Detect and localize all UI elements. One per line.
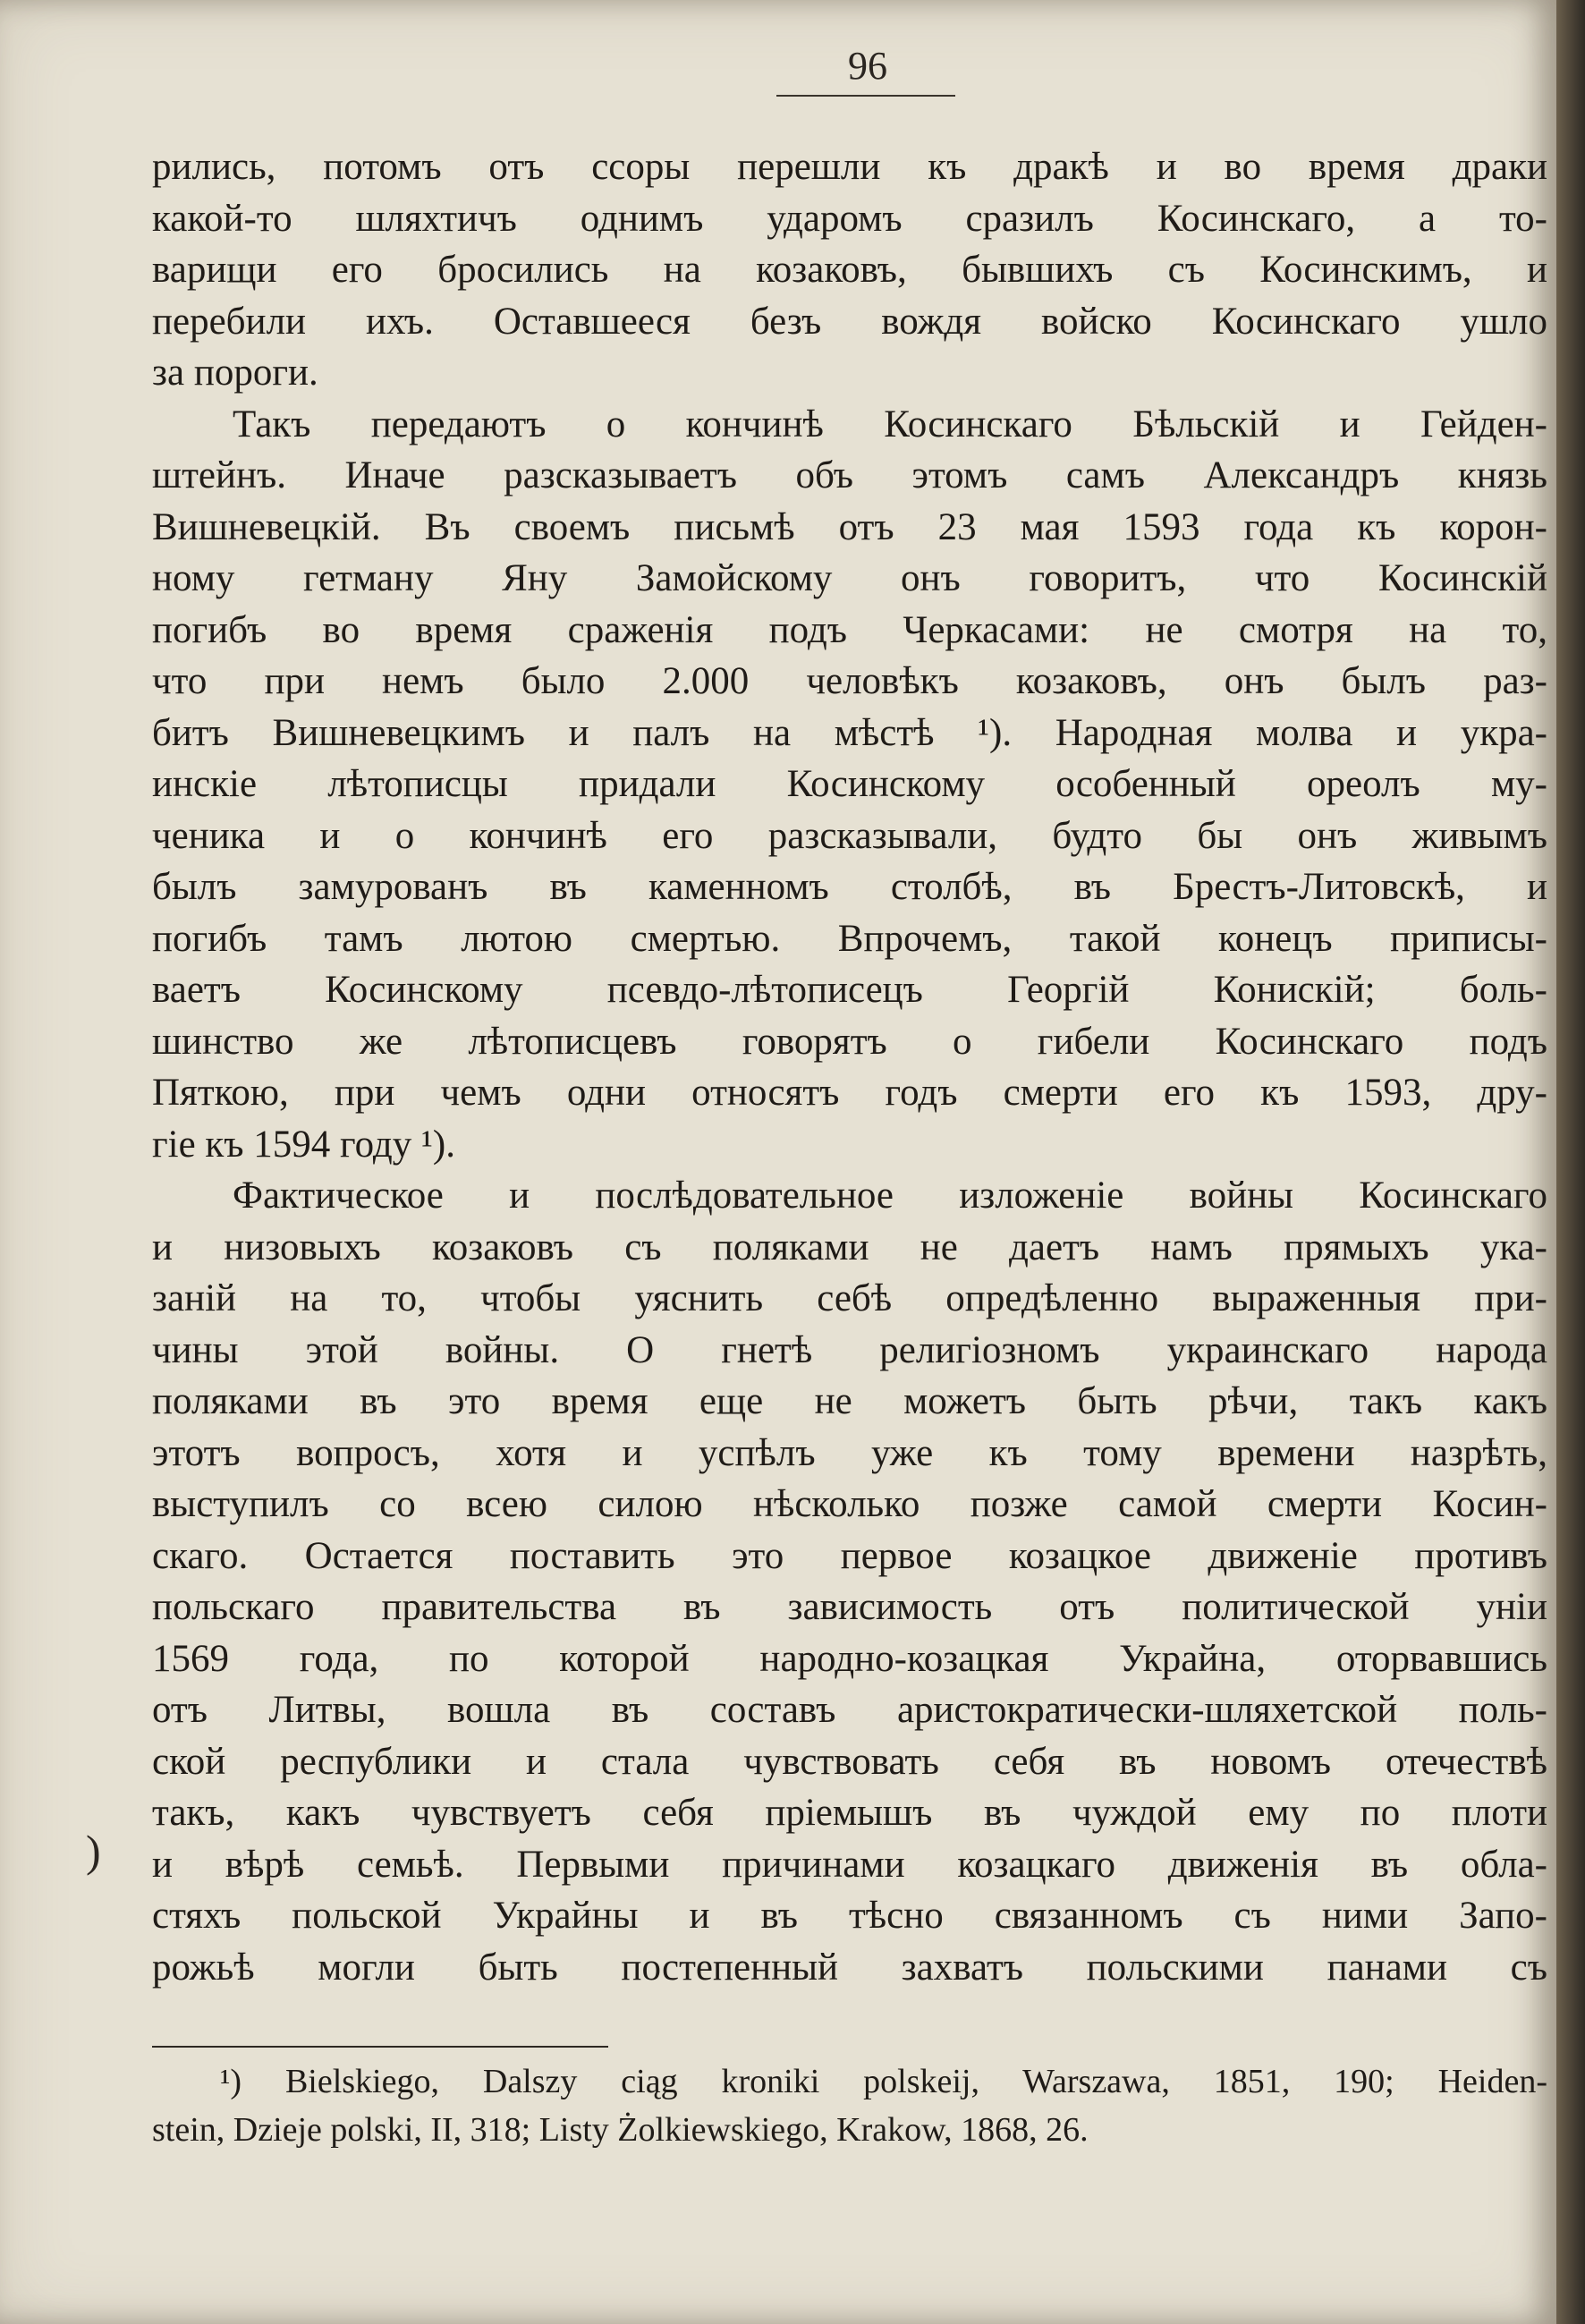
footnote — [152, 2057, 1547, 2154]
text-line: варищи его бросились на козаковъ, бывшихъ съ Косинскимъ, и — [152, 249, 1547, 291]
text-line: былъ замурованъ въ каменномъ столбѣ, въ Брестъ-Литовскѣ, и — [152, 866, 1547, 908]
text-line: чины этой войны. О гнетѣ религіозномъ украинскаго народа — [152, 1328, 1547, 1371]
text-line: и вѣрѣ семьѣ. Первыми причинами козацкаго движенія въ обла- — [152, 1843, 1547, 1886]
text-line: польскаго правительства въ зависимость отъ политической уніи — [152, 1586, 1547, 1628]
text-line: Вишневецкій. Въ своемъ письмѣ отъ 23 мая 1593 года къ корон- — [152, 505, 1547, 548]
text-line: выступилъ со всею силою нѣсколько позже самой смерти Косин- — [152, 1483, 1547, 1525]
text-line: заній на то, чтобы уяснить себѣ опредѣленно выраженныя при- — [152, 1277, 1547, 1319]
body-text — [152, 141, 1547, 1993]
text-line: перебили ихъ. Оставшееся безъ вождя войско Косинскаго ушло — [152, 300, 1547, 343]
text-line: Пяткою, при чемъ одни относятъ годъ смерти его къ 1593, дру- — [152, 1072, 1547, 1114]
text-line: ваетъ Косинскому псевдо-лѣтописецъ Георгій Конискій; боль- — [152, 969, 1547, 1011]
text-line: инскіе лѣтописцы придали Косинскому особенный ореолъ му- — [152, 763, 1547, 805]
text-line: ному гетману Яну Замойскому онъ говоритъ, что Косинскій — [152, 557, 1547, 599]
paragraph-start-line: Фактическое и послѣдовательное изложеніе войны Косинскаго — [233, 1175, 1547, 1217]
text-line: рились, потомъ отъ ссоры перешли къ дракѣ и во время драки — [152, 146, 1547, 188]
text-line: погибъ во время сраженія подъ Черкасами: не смотря на то, — [152, 608, 1547, 651]
text-line: рожьѣ могли быть постепенный захватъ польскими панами съ — [152, 1946, 1547, 1989]
text-line: ченика и о кончинѣ его разсказывали, будто бы онъ живымъ — [152, 814, 1547, 857]
margin-mark: ) — [86, 1826, 101, 1876]
text-line: поляками въ это время еще не можетъ быть рѣчи, такъ какъ — [152, 1380, 1547, 1422]
footnote-rule — [152, 2046, 608, 2048]
text-line: что при немъ было 2.000 человѣкъ козаковъ, онъ былъ раз- — [152, 660, 1547, 702]
text-line: погибъ тамъ лютою смертью. Впрочемъ, такой конецъ приписы- — [152, 917, 1547, 960]
text-line: и низовыхъ козаковъ съ поляками не даетъ намъ прямыхъ ука- — [152, 1226, 1547, 1268]
page-number-rule — [776, 95, 955, 97]
text-line: 1569 года, по которой народно-козацкая Украйна, оторвавшись — [152, 1637, 1547, 1680]
text-line: шинство же лѣтописцевъ говорятъ о гибели Косинскаго подъ — [152, 1020, 1547, 1063]
text-line: какой-то шляхтичъ однимъ ударомъ сразилъ Косинскаго, а то- — [152, 197, 1547, 240]
text-line: штейнъ. Иначе разсказываетъ объ этомъ самъ Александръ князь — [152, 454, 1547, 496]
text-line: отъ Литвы, вошла въ составъ аристократически-шляхетской поль- — [152, 1689, 1547, 1731]
text-line: этотъ вопросъ, хотя и успѣлъ уже къ тому времени назрѣть, — [152, 1431, 1547, 1474]
text-line: гіе къ 1594 году ¹). — [152, 1123, 455, 1166]
text-line: стяхъ польской Украйны и въ тѣсно связанномъ съ ними Запо- — [152, 1895, 1547, 1937]
paragraph-start-line: Такъ передаютъ о кончинѣ Косинскаго Бѣльскій и Гейден- — [233, 403, 1547, 445]
page-number: 96 — [848, 44, 887, 88]
page-edge — [1556, 0, 1585, 2324]
footnote-line: ¹) Bielskiego, Dalszy ciąg kroniki polskeij, Warszawa, 1851, 190; Heiden- — [220, 2063, 1547, 2100]
text-line: ской республики и стала чувствовать себя въ новомъ отечествѣ — [152, 1740, 1547, 1783]
text-line: за пороги. — [152, 352, 318, 394]
text-line: скаго. Остается поставить это первое козацкое движеніе противъ — [152, 1534, 1547, 1577]
text-line: такъ, какъ чувствуетъ себя пріемышъ въ чуждой ему по плоти — [152, 1792, 1547, 1834]
footnote-line: stein, Dzieje polski, II, 318; Listy Żolkiewskiego, Krakow, 1868, 26. — [152, 2111, 1089, 2149]
text-line: битъ Вишневецкимъ и палъ на мѣстѣ ¹). Народная молва и укра- — [152, 711, 1547, 754]
